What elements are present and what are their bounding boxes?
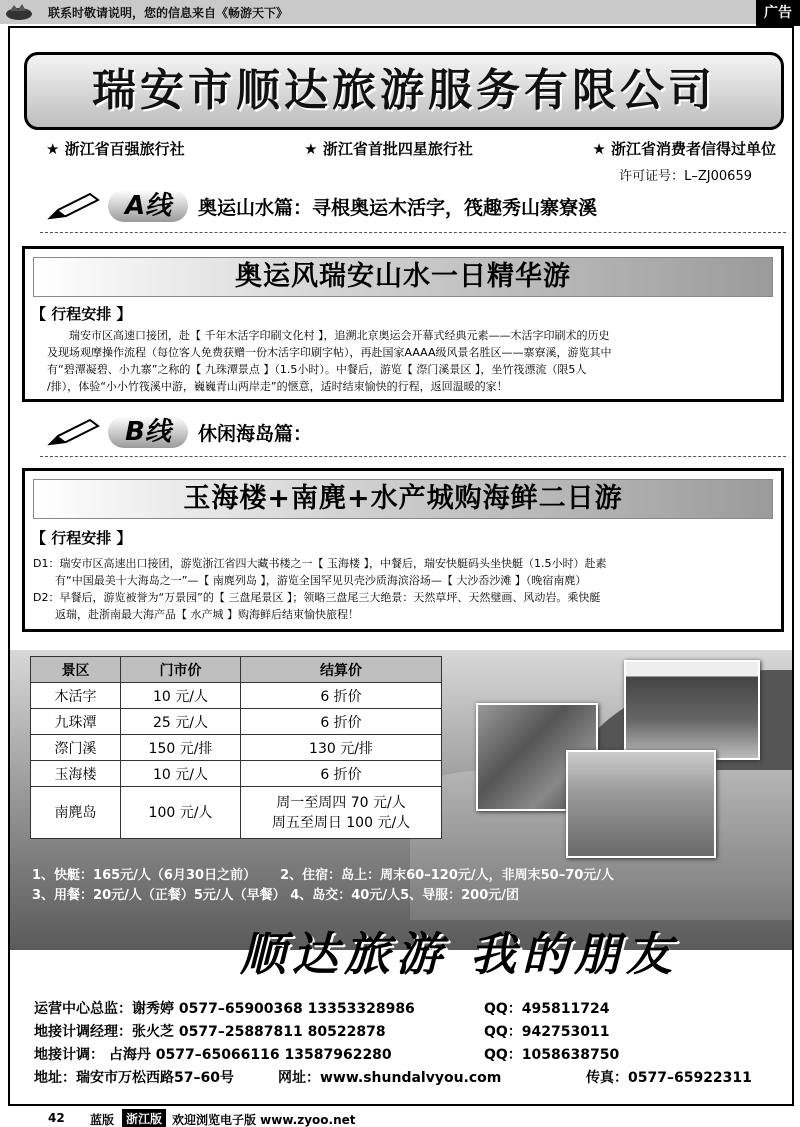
line-b-header [46, 412, 786, 452]
contact-person: 运营中心总监：谢秀婷 0577–65900368 13353328986 [34, 1001, 415, 1017]
spot-cell: 南麂岛 [31, 787, 121, 839]
itinerary-line: 及现场观摩操作流程（每位客人免费获赠一份木活字印刷字帖），再赴国家AAAA级风景名胜区——寨寮溪，游览其中 [47, 346, 612, 359]
table-row [31, 683, 442, 709]
retail-price-cell: 100 元/人 [121, 787, 241, 839]
ad-frame [8, 26, 794, 1106]
itinerary-line: 有“中国最美十大海岛之一”—【 南麂列岛 】，游览全国罕见贝壳沙质海滨浴场—【 大沙岙沙滩 】（晚宿南麂） [33, 574, 587, 587]
honors-row [46, 138, 776, 159]
column-header: 景区 [31, 657, 121, 683]
itinerary-line: /排），体验“小小竹筏溪中游，巍巍青山两岸走”的惬意，适时结束愉快的行程，返回温暖的家！ [47, 380, 508, 393]
retail-price-cell: 150 元/排 [121, 735, 241, 761]
table-row [31, 735, 442, 761]
building-photo [624, 660, 760, 760]
contact-qq: QQ：1058638750 [484, 1047, 620, 1063]
pencil-icon [46, 418, 102, 448]
contact-row [34, 1044, 794, 1067]
top-bar [0, 0, 800, 24]
contact-row [34, 998, 794, 1021]
itinerary-line: 有“碧潭凝碧、小九寨”之称的【 九珠潭景点 】（1.5小时）。中餐后，游览【 漈门溪景区 】，坐竹筏漂流（限5人 [47, 363, 587, 376]
table-row [31, 787, 442, 839]
settle-price-cell: 6 折价 [241, 683, 442, 709]
fax: 传真：0577–65922311 [586, 1070, 752, 1086]
page-number: 42 [48, 1111, 65, 1125]
line-a-route-box [22, 246, 784, 402]
settle-price-cell [241, 787, 442, 839]
divider [40, 232, 786, 233]
harbor-photo [566, 750, 716, 858]
note-line: 1、快艇：165元/人（6月30日之前） 2、住宿：岛上：周末60–120元/人，非周末50–70元/人 [32, 868, 615, 883]
price-notes [32, 866, 772, 906]
spot-cell: 漈门溪 [31, 735, 121, 761]
line-a-schedule-label: 【 行程安排 】 [31, 305, 132, 323]
spot-cell: 九珠潭 [31, 709, 121, 735]
itinerary-line: D2：早餐后，游览被誉为“万景园”的【 三盘尾景区 】；领略三盘尾三大绝景：天然草坪、天然璧画、风动岩。乘快艇 [33, 591, 601, 604]
settle-price-cell: 6 折价 [241, 709, 442, 735]
contact-qq: QQ：495811724 [484, 1001, 610, 1017]
page-footer [0, 1108, 800, 1127]
edition-label: 蓝版 [90, 1113, 115, 1127]
honor-item: ★ 浙江省消费者信得过单位 [592, 140, 776, 158]
line-a-subject: 奥运山水篇：寻根奥运木活字，筏趣秀山寨寮溪 [198, 197, 598, 219]
settle-price-weekend: 周五至周日 100 元/人 [271, 814, 411, 831]
contact-person: 地接计调： 占海丹 0577–65066116 13587962280 [34, 1047, 392, 1063]
itinerary-line: 瑞安市区高速口接团，赴【 千年木活字印刷文化村 】，追溯北京奥运会开幕式经典元素——木活字印刷术的历史 [69, 329, 610, 342]
contact-row [34, 1021, 794, 1044]
itinerary-line: 返瑞，赴浙南最大海产品【 水产城 】购海鲜后结束愉快旅程！ [33, 608, 359, 621]
settle-price-weekday: 周一至周四 70 元/人 [276, 794, 406, 811]
ad-label: 广告 [756, 0, 800, 26]
note-line: 3、用餐：20元/人（正餐）5元/人（早餐） 4、岛交：40元/人5、导服：200元/团 [32, 888, 520, 903]
table-row [31, 709, 442, 735]
company-title-box [24, 52, 784, 130]
honor-item: ★ 浙江省首批四星旅行社 [304, 140, 473, 158]
company-name: 瑞安市顺达旅游服务有限公司 [92, 65, 716, 116]
table-header-row [31, 657, 442, 683]
line-a-itinerary [47, 327, 777, 395]
retail-price-cell: 10 元/人 [121, 683, 241, 709]
magazine-logo-icon [4, 3, 34, 21]
contact-qq: QQ：942753011 [484, 1024, 610, 1040]
pencil-icon [46, 192, 102, 222]
spot-cell: 玉海楼 [31, 761, 121, 787]
license-number: 许可证号：L–ZJ00659 [619, 169, 752, 184]
retail-price-cell: 10 元/人 [121, 761, 241, 787]
line-b-schedule-label: 【 行程安排 】 [31, 529, 132, 547]
settle-price-cell: 130 元/排 [241, 735, 442, 761]
line-a-header [46, 186, 786, 226]
itinerary-line: D1：瑞安市区高速出口接团，游览浙江省四大藏书楼之一【 玉海楼 】，中餐后，瑞安快艇码头坐快艇（1.5小时）赴素 [33, 557, 607, 570]
address: 地址：瑞安市万松西路57–60号 [34, 1070, 234, 1086]
line-b-subject: 休闲海岛篇： [198, 423, 313, 445]
region-tag: 浙江版 [122, 1109, 166, 1127]
line-b-itinerary [33, 555, 763, 623]
table-row [31, 761, 442, 787]
source-notice: 联系时敬请说明，您的信息来自《畅游天下》 [48, 6, 289, 20]
column-header: 门市价 [121, 657, 241, 683]
line-a-badge: A线 [108, 190, 188, 222]
line-b-route-title: 玉海楼+南麂+水产城购海鲜二日游 [33, 479, 773, 519]
footer-website[interactable]: 欢迎浏览电子版 www.zyoo.net [172, 1113, 356, 1127]
line-a-route-title: 奥运风瑞安山水一日精华游 [33, 257, 773, 297]
price-table [30, 656, 442, 839]
line-b-route-box [22, 468, 784, 632]
column-header: 结算价 [241, 657, 442, 683]
settle-price-cell: 6 折价 [241, 761, 442, 787]
divider [40, 456, 786, 457]
contact-block [34, 998, 794, 1090]
address-row [34, 1067, 794, 1090]
calligraphy-slogan: 顺达旅游 我的朋友 [240, 927, 679, 981]
spot-cell: 木活字 [31, 683, 121, 709]
contact-person: 地接计调经理：张火芝 0577–25887811 80522878 [34, 1024, 386, 1040]
honor-item: ★ 浙江省百强旅行社 [46, 140, 185, 158]
website: 网址：www.shundalvyou.com [278, 1070, 502, 1086]
line-b-badge: B线 [108, 416, 188, 448]
retail-price-cell: 25 元/人 [121, 709, 241, 735]
